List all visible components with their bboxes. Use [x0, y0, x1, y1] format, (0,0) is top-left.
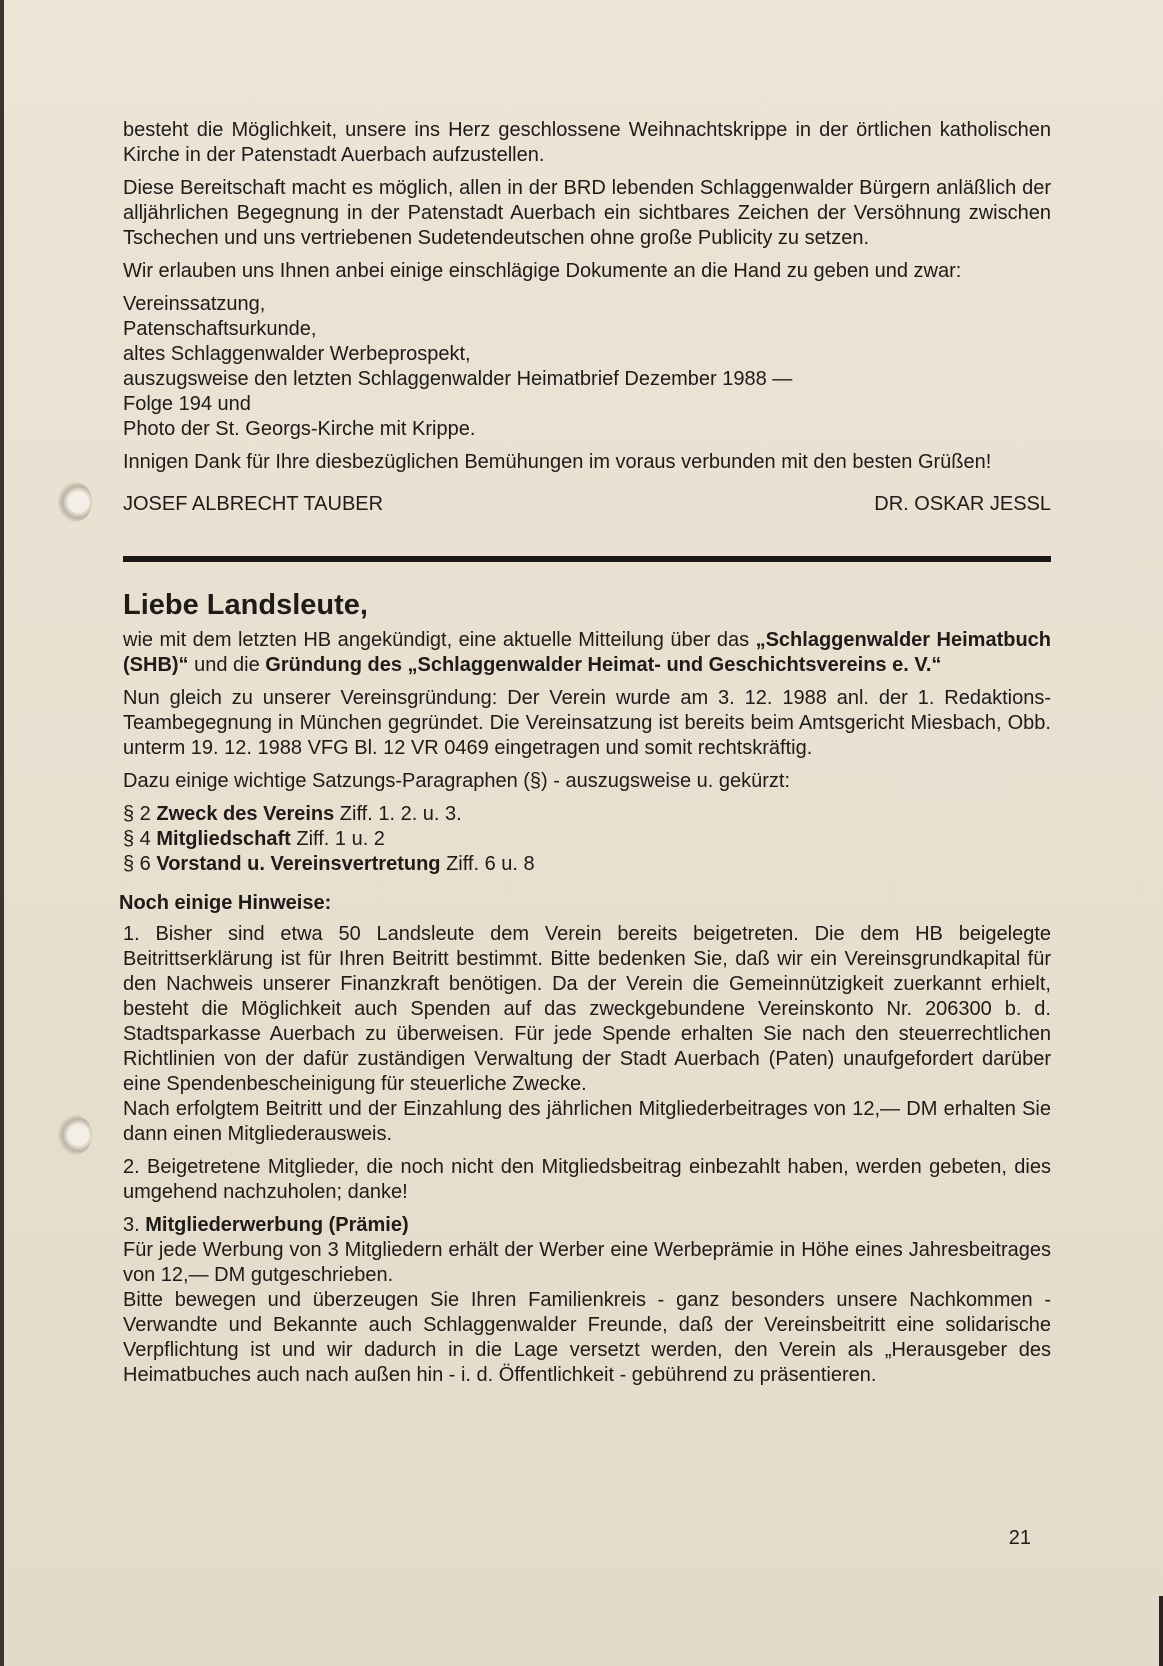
binding-edge-bottom — [1159, 1596, 1163, 1666]
signatures — [123, 493, 1051, 516]
page-content — [119, 118, 1051, 1396]
article-title: Liebe Landsleute, — [123, 589, 368, 621]
lead-bold-1: „Schlaggenwalder Heimatbuch (SHB)“ — [123, 629, 1051, 676]
article-lead — [123, 628, 1051, 678]
page-number: 21 — [1008, 1527, 1031, 1549]
section-divider — [123, 556, 1051, 562]
document-list-item: Vereinssatzung, — [123, 293, 266, 315]
statute-clauses: Ziff. 1. 2. u. 3. — [334, 803, 462, 825]
hint-3-number: 3. — [123, 1214, 146, 1236]
lead-text-1: wie mit dem letzten HB angekündigt, eine aktuelle Mitteilung über das — [123, 629, 756, 651]
punch-hole-lower — [58, 1115, 92, 1155]
hint-3-text: Für jede Werbung von 3 Mitgliedern erhält der Werber eine Werbeprämie in Höhe eines Jahresbeitrages von 12,— DM gutgeschrieben. — [123, 1239, 1051, 1286]
statute-item — [123, 802, 1051, 827]
statute-item — [123, 852, 1051, 877]
lead-text-2: und die — [188, 654, 266, 676]
intro-paragraph-2: Diese Bereitschaft macht es möglich, allen in der BRD lebenden Schlaggenwalder Bürgern anläßlich der alljährlichen Begegnung in der Patenstadt Auerbach ein sichtbares Zeichen der Versöhnung zwischen Tschechen und uns vertriebenen Sudetendeutschen ohne große Publicity zu setzen. — [123, 177, 1051, 249]
statute-clauses: Ziff. 6 u. 8 — [440, 853, 535, 875]
lead-bold-2: Gründung des „Schlaggenwalder Heimat- und Geschichtsvereins e. V.“ — [265, 654, 942, 676]
statute-number: § 4 — [123, 828, 157, 850]
founding-paragraph: Nun gleich zu unserer Vereinsgründung: Der Verein wurde am 3. 12. 1988 anl. der 1. Redaktions-Teambegegnung in München gegründet. Die Vereinsatzung ist bereits beim Amtsgericht Miesbach, Obb. unterm 19. 12. 1988 VFG Bl. 12 VR 0469 eingetragen und somit rechtskräftig. — [123, 687, 1051, 759]
document-list-item: Patenschaftsurkunde, — [123, 318, 317, 340]
punch-hole-upper — [58, 482, 92, 522]
signature-left: JOSEF ALBRECHT TAUBER — [123, 493, 384, 515]
statute-item — [123, 827, 1051, 852]
statute-clauses: Ziff. 1 u. 2 — [290, 828, 385, 850]
intro-paragraph-1: besteht die Möglichkeit, unsere ins Herz geschlossene Weihnachtskrippe in der örtlichen katholischen Kirche in der Patenstadt Auerbach aufzustellen. — [123, 119, 1051, 166]
hint-2: 2. Beigetretene Mitglieder, die noch nicht den Mitgliedsbeitrag einbezahlt haben, werden gebeten, dies umgehend nachzuholen; danke! — [123, 1156, 1051, 1203]
statute-number: § 6 — [123, 853, 157, 875]
intro-paragraph-4: Innigen Dank für Ihre diesbezüglichen Bemühungen im voraus verbunden mit den besten Grüßen! — [123, 451, 992, 473]
document-list-item: auszugsweise den letzten Schlaggenwalder Heimatbrief Dezember 1988 — — [123, 368, 793, 390]
statute-title: Vorstand u. Vereinsvertretung — [156, 853, 441, 875]
statute-title: Zweck des Vereins — [156, 803, 335, 825]
statute-title: Mitgliedschaft — [156, 828, 291, 850]
document-list-item: altes Schlaggenwalder Werbeprospekt, — [123, 343, 471, 365]
document-list — [123, 292, 1051, 442]
binding-edge — [0, 0, 4, 1666]
hint-3-heading — [123, 1213, 1051, 1238]
statute-intro: Dazu einige wichtige Satzungs-Paragraphen (§) - auszugsweise u. gekürzt: — [123, 770, 791, 792]
hint-1-continued: Nach erfolgtem Beitritt und der Einzahlung des jährlichen Mitgliederbeitrages von 12,— DM erhalten Sie dann einen Mitgliederausweis. — [123, 1098, 1051, 1145]
intro-paragraph-3: Wir erlauben uns Ihnen anbei einige einschlägige Dokumente an die Hand zu geben und zwar: — [123, 260, 962, 282]
hints-heading: Noch einige Hinweise: — [119, 892, 332, 914]
statute-list — [123, 802, 1051, 877]
document-list-item: Photo der St. Georgs-Kirche mit Krippe. — [123, 418, 476, 440]
statute-number: § 2 — [123, 803, 157, 825]
signature-right: DR. OSKAR JESSL — [874, 493, 1051, 515]
document-list-item: Folge 194 und — [123, 393, 251, 415]
hint-3-appeal: Bitte bewegen und überzeugen Sie Ihren Familienkreis - ganz besonders unsere Nachkommen - Verwandte und Bekannte auch Schlaggenwalder Freunde, daß der Vereinsbeitritt eine solidarische Verpflichtung ist und wir dadurch in die Lage versetzt werden, den Verein als „Herausgeber des Heimatbuches auch nach außen hin - i. d. Öffentlichkeit - gebührend zu präsentieren. — [123, 1289, 1051, 1386]
hint-3-title: Mitgliederwerbung (Prämie) — [145, 1214, 409, 1236]
hint-1: 1. Bisher sind etwa 50 Landsleute dem Verein bereits beigetreten. Die dem HB beigelegte Beitrittserklärung ist für Ihren Beitritt bestimmt. Bitte bedenken Sie, daß wir ein Vereinsgrundkapital für den Nachweis unserer Finanzkraft benötigen. Da der Verein die Gemeinnützigkeit zuerkannt erhielt, besteht die Möglichkeit auch Spenden auf das zweckgebundene Vereinskonto Nr. 206300 b. d. Stadtsparkasse Auerbach zu überweisen. Für jede Spende erhalten Sie nach den steuerrechtlichen Richtlinien von der dafür zuständigen Verwaltung der Stadt Auerbach (Paten) unaufgefordert darüber eine Spendenbescheinigung für steuerliche Zwecke. — [123, 923, 1051, 1095]
